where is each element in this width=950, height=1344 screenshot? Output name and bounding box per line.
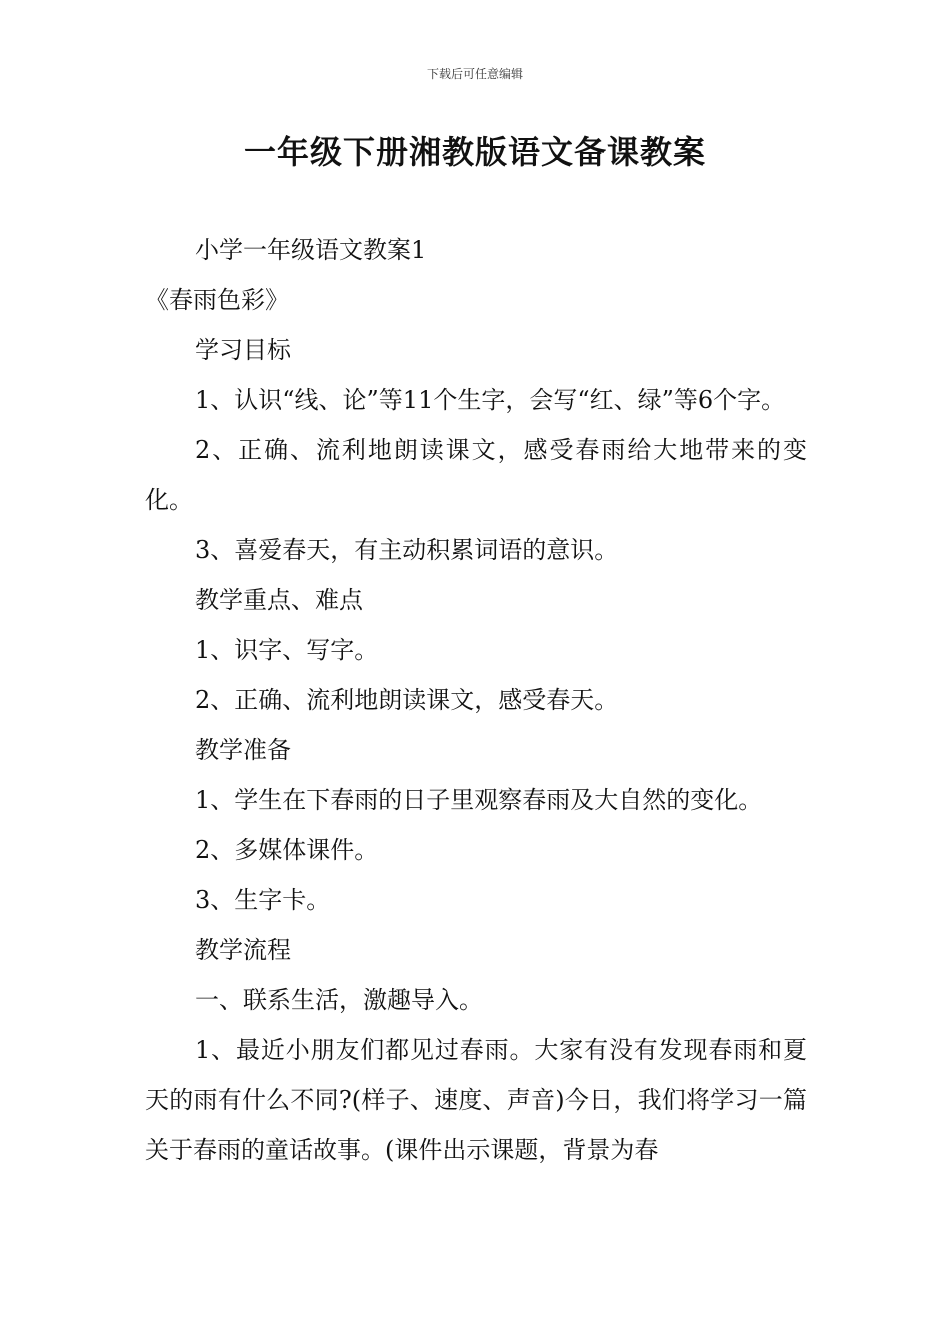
document-body: [145, 225, 807, 1175]
paragraph: 2、多媒体课件。: [195, 836, 379, 864]
paragraph: 1、最近小朋友们都见过春雨。大家有没有发现春雨和夏天的雨有什么不同?(样子、速度、声音)今日，我们将学习一篇关于春雨的童话故事。(课件出示课题，背景为春: [145, 1036, 807, 1164]
paragraph: 1、认识“线、论”等11个生字，会写“红、绿”等6个字。: [195, 386, 786, 414]
paragraph: 2、正确、流利地朗读课文，感受春雨给大地带来的变化。: [145, 436, 807, 514]
paragraph: 学习目标: [195, 336, 291, 364]
paragraph: 小学一年级语文教案1: [195, 236, 427, 264]
paragraph: 教学准备: [195, 736, 291, 764]
document-title: 一年级下册湘教版语文备课教案: [243, 133, 706, 171]
paragraph: 1、学生在下春雨的日子里观察春雨及大自然的变化。: [195, 786, 763, 814]
paragraph: 2、正确、流利地朗读课文，感受春天。: [195, 686, 619, 714]
paragraph: 《春雨色彩》: [145, 286, 289, 314]
paragraph: 1、识字、写字。: [195, 636, 379, 664]
paragraph: 教学重点、难点: [195, 586, 363, 614]
paragraph: 3、生字卡。: [195, 886, 331, 914]
page-header: 下载后可任意编辑: [426, 67, 523, 81]
paragraph: 3、喜爱春天，有主动积累词语的意识。: [195, 536, 619, 564]
paragraph: 一、联系生活，激趣导入。: [195, 986, 483, 1014]
paragraph: 教学流程: [195, 936, 291, 964]
